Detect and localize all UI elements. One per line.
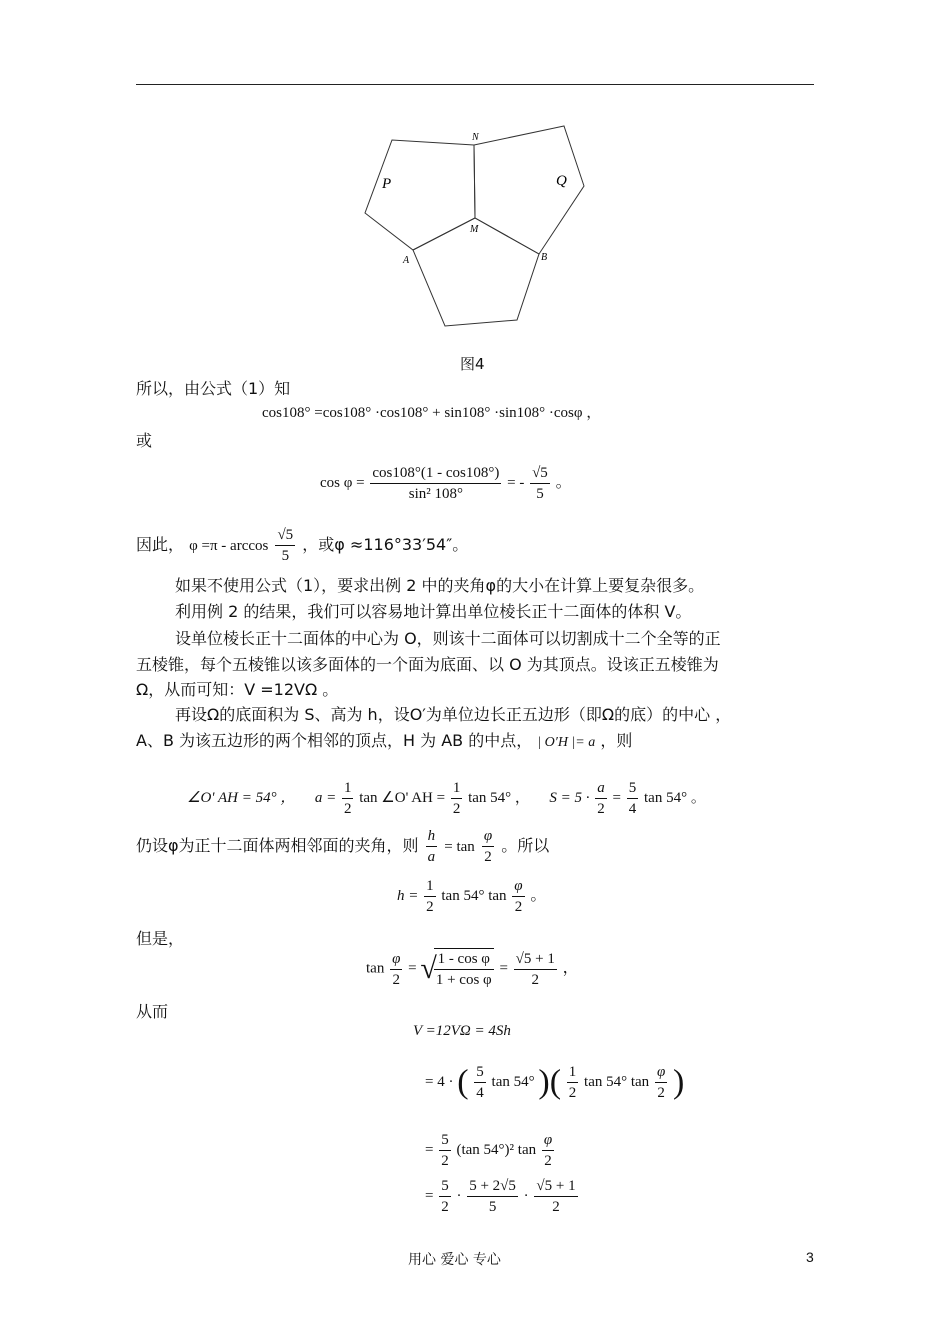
equation-6-line-2: = 4 · ( $\frac{5}{4}$ tan 54° )( $\frac{1}{2}$ tan 54° tan $\frac{\varphi}{2}$ ): [425, 1063, 685, 1101]
footer-slogan: 用心 爱心 专心: [408, 1252, 501, 1268]
label-b: B: [541, 252, 548, 263]
paragraph-9: 从而: [136, 1002, 169, 1021]
paragraph-6-line-2: A、B 为该五边形的两个相邻的顶点，H 为 AB 的中点， | O′H |= a ，则: [136, 731, 633, 750]
equation-4: h = $\frac{1}{2}$ tan 54° tan $\frac{\varphi}{2}$ 。: [397, 878, 547, 915]
paragraph-5-line-3: Ω，从而可知：V =12VΩ 。: [136, 680, 339, 699]
pentagon-p: [365, 140, 475, 250]
paragraph-8: 但是，: [136, 929, 185, 948]
paragraph-7: 仍设φ为正十二面体两相邻面的夹角，则 $\frac{h}{a}$ = tan $\frac{\varphi}{2}$ 。所以: [136, 828, 550, 865]
equation-1: cos108° =cos108° ·cos108° + sin108° ·sin108° ·cosφ ，: [262, 405, 602, 421]
header-rule: [136, 84, 814, 85]
paragraph-5-line-2: 五棱锥，每个五棱锥以该多面体的一个面为底面、以 O 为其顶点。设该正五棱锥为: [136, 655, 719, 674]
paragraph-5-line-1: 设单位棱长正十二面体的中心为 O，则该十二面体可以切割成十二个全等的正: [175, 629, 721, 648]
paragraph-3: 如果不使用公式（1），要求出例 2 中的夹角φ的大小在计算上要复杂很多。: [175, 576, 705, 595]
label-m: M: [470, 224, 479, 235]
paragraph-2: 因此， φ =π - arccos $\frac{√5}{5}$ ，或φ ≈116°33′54″。: [136, 527, 469, 564]
paragraph-1: 所以，由公式（1）知: [136, 379, 291, 398]
label-n: N: [472, 132, 479, 143]
label-q: Q: [556, 173, 567, 189]
paragraph-6-line-1: 再设Ω的底面积为 S、高为 h，设O′为单位边长正五边形（即Ω的底）的中心 ，: [175, 705, 732, 724]
equation-6-line-3: = $\frac{5}{2}$ (tan 54°)² tan $\frac{\varphi}{2}$: [425, 1132, 553, 1169]
equation-6-line-4: = $\frac{5}{2}$ · $\frac{5 + 2√5}{5}$ · $\frac{√5 + 1}{2}$: [425, 1178, 576, 1215]
equation-2: cos φ = $\frac{\cos 108^\circ(1 - \cos 108^\circ)}{\text{sin² 108°}}$ = - $\frac{√5}{5}$ 。: [320, 465, 572, 502]
pentagon-figure: [355, 120, 595, 340]
figure-caption: 图4: [460, 355, 485, 373]
paragraph-4: 利用例 2 的结果，我们可以容易地计算出单位棱长正十二面体的体积 V。: [175, 602, 692, 621]
label-a: A: [403, 255, 410, 266]
equation-3: ∠O' AH = 54° ， a = $\frac{1}{2}$ tan ∠O' AH = $\frac{1}{2}$ tan 54° ， S = 5 · $\frac{a}{2}$ = $\frac{5}{4}$ tan 54° 。: [187, 780, 706, 817]
page-number: 3: [806, 1249, 814, 1265]
equation-5: tan $\frac{\varphi}{2}$ = √ $\frac{\text{1 - cos φ}}{\text{1 + cos φ}}$ = $\frac{√5 + 1}{2}$ ，: [366, 948, 579, 990]
or-word: 或: [136, 431, 153, 450]
equation-6-line-1: V =12VΩ = 4Sh: [413, 1023, 511, 1039]
label-p: P: [382, 176, 392, 192]
pentagon-q: [474, 126, 584, 254]
